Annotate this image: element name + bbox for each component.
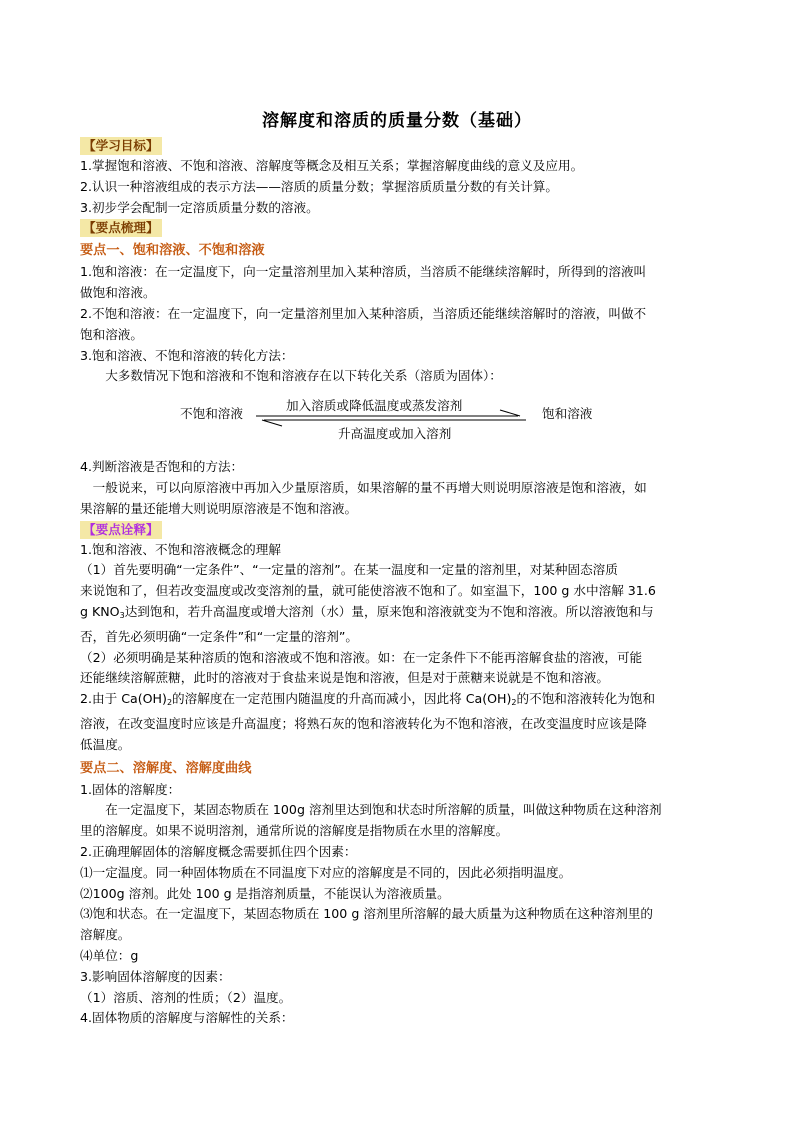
subscript: 3 [119, 610, 125, 620]
key-points-heading: 【要点梳理】 [80, 219, 162, 237]
diagram-left-label: 不饱和溶液 [180, 406, 243, 422]
paragraph [80, 602, 714, 627]
text-run: 2.由于 Ca(OH) [80, 691, 167, 707]
paragraph: （1）首先要明确“一定条件”、“一定量的溶剂”。在某一温度和一定量的溶剂里，对某种固态溶质 [80, 562, 618, 578]
goal-item: 1.掌握饱和溶液、不饱和溶液、溶解度等概念及相互关系；掌握溶解度曲线的意义及应用。 [80, 158, 584, 173]
learning-goals-heading: 【学习目标】 [80, 137, 162, 155]
explanations-heading: 【要点诠释】 [80, 521, 162, 539]
text-run: g KNO [80, 603, 120, 619]
paragraph: 2.不饱和溶液：在一定温度下，向一定量溶剂里加入某种溶质，当溶质还能继续溶解时的溶液，叫做不 [80, 305, 647, 321]
paragraph: 饱和溶液。 [80, 326, 143, 342]
paragraph: 低温度。 [80, 736, 131, 752]
paragraph: ⑷单位：g [80, 947, 139, 963]
diagram-top-label: 加入溶质或降低温度或蒸发溶剂 [286, 398, 463, 414]
subscript: 2 [511, 698, 517, 708]
diagram-right-label: 饱和溶液 [542, 406, 593, 422]
paragraph: 大多数情况下饱和溶液和不饱和溶液存在以下转化关系（溶质为固体）： [105, 368, 502, 384]
paragraph: 里的溶解度。如果不说明溶剂，通常所说的溶解度是指物质在水里的溶解度。 [80, 823, 509, 839]
document-body [80, 136, 714, 1029]
paragraph: 一般说来，可以向原溶液中再加入少量原溶质，如果溶解的量不再增大则说明原溶液是饱和溶液，如 [92, 479, 647, 495]
paragraph: 1.固体的溶解度： [80, 781, 181, 797]
conversion-arrows-icon [250, 407, 535, 431]
goal-item: 3.初步学会配制一定溶质质量分数的溶液。 [80, 199, 319, 215]
subscript: 2 [166, 698, 173, 708]
paragraph: 3.影响固体溶解度的因素： [80, 968, 231, 984]
paragraph: 在一定温度下，某固态物质在 100g 溶剂里达到饱和状态时所溶解的质量，叫做这种物质在这种溶剂 [105, 802, 662, 818]
paragraph: （1）溶质、溶剂的性质；（2）温度。 [80, 989, 292, 1005]
paragraph: 2.正确理解固体的溶解度概念需要抓住四个因素： [80, 843, 357, 859]
paragraph: ⑵100g 溶剂。此处 100 g 是指溶剂质量，不能误认为溶液质量。 [80, 885, 450, 901]
paragraph: 做饱和溶液。 [80, 285, 156, 301]
paragraph: （2）必须明确是某种溶质的饱和溶液或不饱和溶液。如：在一定条件下不能再溶解食盐的溶液，可能 [80, 649, 643, 665]
paragraph: 来说饱和了，但若改变温度或改变溶剂的量，就可能使溶液不饱和了。如室温下，100 g 水中溶解 31.6 [80, 583, 656, 599]
section-2-heading: 要点二、溶解度、溶解度曲线 [80, 760, 252, 776]
text-run: 的溶解度在一定范围内随温度的升高而减小，因此将 Ca(OH) [172, 691, 512, 707]
paragraph [80, 689, 714, 714]
paragraph: 溶液，在改变温度时应该是升高温度；将熟石灰的饱和溶液转化为不饱和溶液，在改变温度时应该是降 [80, 715, 647, 731]
conversion-diagram [80, 389, 714, 449]
paragraph: 4.固体物质的溶解度与溶解性的关系： [80, 1010, 294, 1026]
paragraph: 溶解度。 [80, 927, 131, 943]
paragraph: ⑴一定温度。同一种固体物质在不同温度下对应的溶解度是不同的，因此必须指明温度。 [80, 864, 572, 880]
paragraph: ⑶饱和状态。在一定温度下，某固态物质在 100 g 溶剂里所溶解的最大质量为这种物质在这种溶剂里的 [80, 906, 653, 922]
section-1-heading: 要点一、饱和溶液、不饱和溶液 [80, 243, 265, 259]
paragraph: 还能继续溶解蔗糖，此时的溶液对于食盐来说是饱和溶液，但是对于蔗糖来说就是不饱和溶液。 [80, 670, 609, 686]
paragraph: 4.判断溶液是否饱和的方法： [80, 459, 244, 475]
paragraph: 1.饱和溶液：在一定温度下，向一定量溶剂里加入某种溶质，当溶质不能继续溶解时，所得到的溶液叫 [80, 264, 647, 280]
paragraph: 3.饱和溶液、不饱和溶液的转化方法： [80, 347, 294, 363]
text-run: 的不饱和溶液转化为饱和 [516, 691, 656, 707]
paragraph: 1.饱和溶液、不饱和溶液概念的理解 [80, 541, 281, 557]
text-run: 达到饱和，若升高温度或增大溶剂（水）量，原来饱和溶液就变为不饱和溶液。所以溶液饱和与 [124, 603, 654, 619]
goal-item: 2.认识一种溶液组成的表示方法——溶质的质量分数；掌握溶质质量分数的有关计算。 [80, 178, 558, 194]
paragraph: 否，首先必须明确“一定条件”和“一定量的溶剂”。 [80, 628, 358, 644]
page-title: 溶解度和溶质的质量分数（基础） [262, 111, 532, 131]
paragraph: 果溶解的量还能增大则说明原溶液是不饱和溶液。 [80, 500, 358, 516]
diagram-bottom-label: 升高温度或加入溶剂 [338, 426, 452, 442]
